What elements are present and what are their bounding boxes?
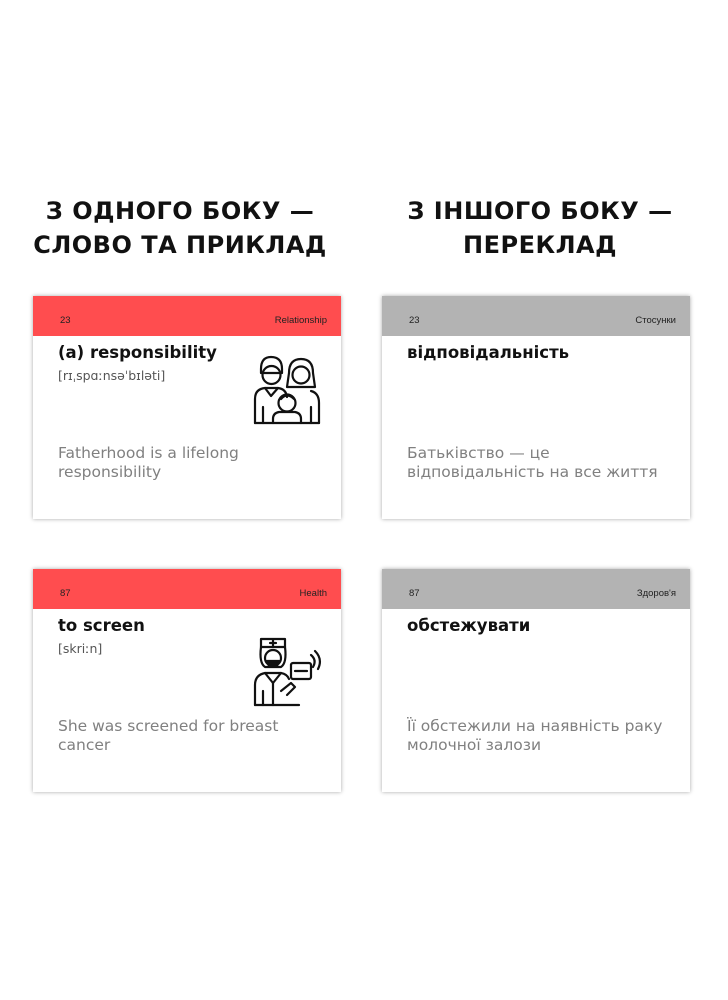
card-word: відповідальність [407,343,570,362]
card-header [33,296,341,336]
card-number: 87 [60,588,71,599]
card-example: Батьківство — це відповідальність на все життя [407,444,658,481]
card-example: Її обстежили на наявність раку молочної залози [407,717,663,754]
card-transcription: [skriːn] [58,641,103,656]
card-header [382,296,690,336]
flashcard-back-responsibility [382,296,690,519]
card-transcription: [rɪˌspɑːnsəˈbɪləti] [58,368,166,383]
card-category: Стосунки [635,315,676,326]
flashcard-front-to-screen [33,569,341,792]
front-side-heading-line-2: СЛОВО ТА ПРИКЛАД [33,231,327,259]
card-word: to screen [58,616,145,635]
card-number: 23 [409,315,420,326]
card-header [33,569,341,609]
card-example: She was screened for breast cancer [58,717,279,754]
card-number: 23 [60,315,71,326]
flashcard-front-responsibility [33,296,341,519]
front-side-heading-line-1: З ОДНОГО БОКУ — [45,197,315,225]
back-side-heading-line-1: З ІНШОГО БОКУ — [407,197,673,225]
card-word: обстежувати [407,616,531,635]
card-category: Relationship [274,315,327,326]
card-category: Health [299,588,327,599]
card-word: (a) responsibility [58,343,217,362]
card-example: Fatherhood is a lifelong responsibility [58,444,239,481]
card-category: Здоров'я [636,588,676,599]
back-side-heading-line-2: ПЕРЕКЛАД [463,231,617,259]
card-number: 87 [409,588,420,599]
front-side-heading [20,194,340,262]
nurse-icon [251,633,323,708]
family-icon [251,351,323,426]
flashcard-back-to-screen [382,569,690,792]
card-header [382,569,690,609]
back-side-heading [380,194,700,262]
